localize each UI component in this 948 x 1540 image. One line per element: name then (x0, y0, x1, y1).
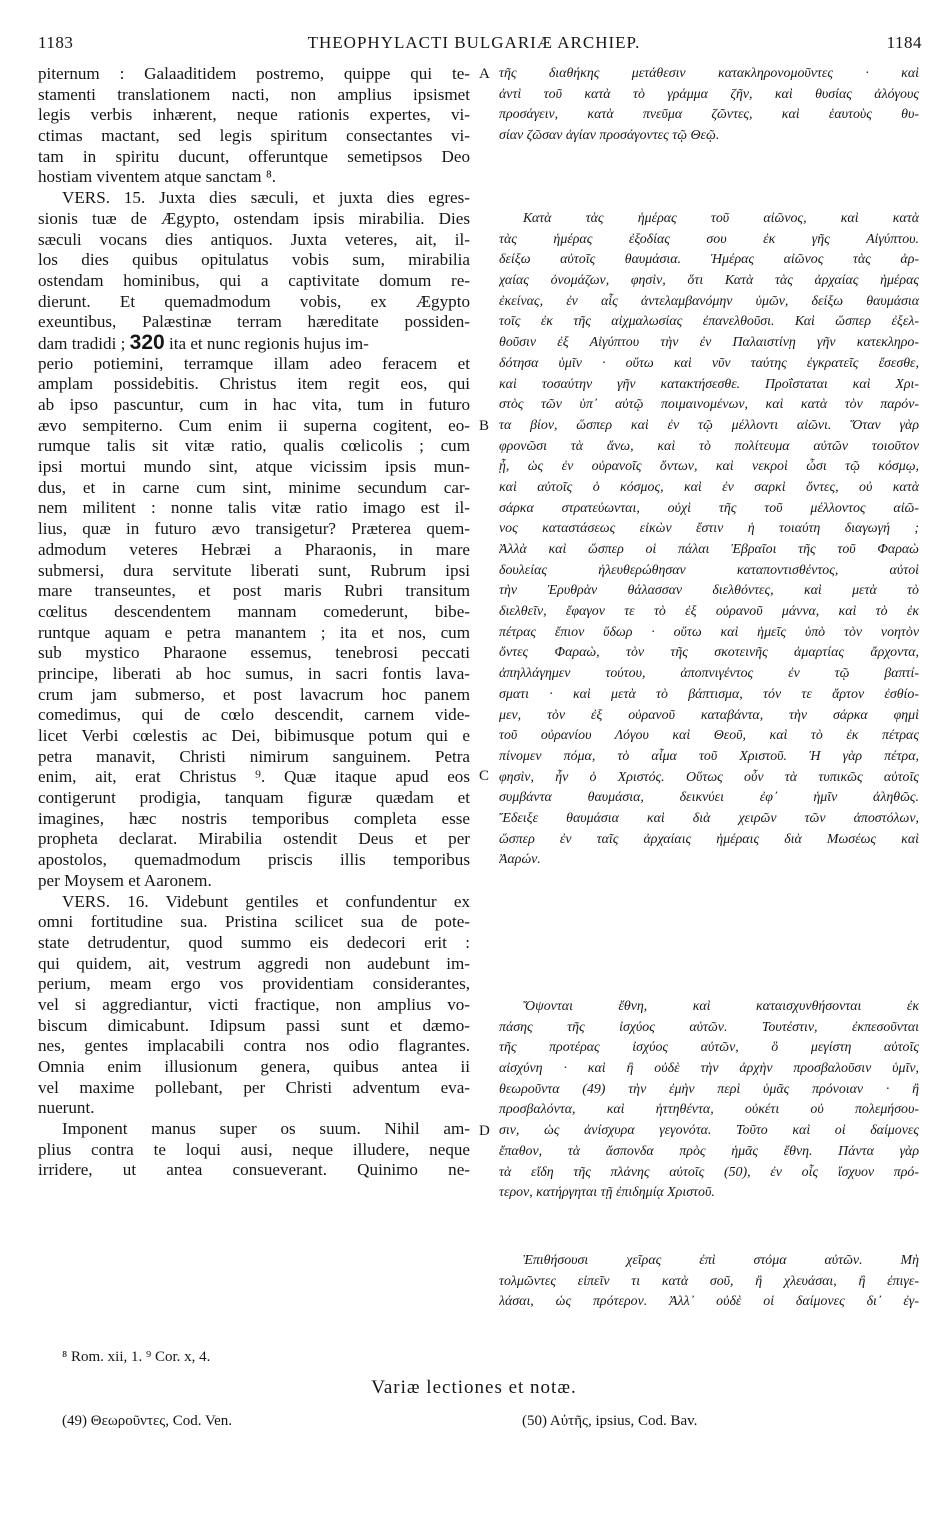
greek-line: συμβάντα θαυμάσια, δεικνύει ἐφ᾽ ἡμῖν ἀληθῶς. (499, 790, 919, 806)
latin-line: perium, meam ergo vos providentiam considerantes, (38, 974, 470, 994)
page-number-right: 1184 (886, 33, 922, 52)
greek-line: Ἐπιθήσουσι χεῖρας ἐπὶ στόμα αὐτῶν. Μὴ (523, 1253, 919, 1268)
greek-block-1 (499, 64, 919, 147)
margin-letter-c: C (479, 768, 490, 784)
greek-line: καὶ αὐτοῖς ὁ κόσμος, καὶ ἐν σαρκὶ ὄντες, οὐ κατὰ (499, 479, 919, 495)
greek-line: λάσαι, ὡς πρότερον. Ἀλλ᾽ οὐδὲ οἱ δαίμονες δι᾽ ἐγ- (499, 1294, 919, 1310)
greek-line: τοῦ οὐρανίου Λόγου καὶ Θεοῦ, καὶ τὸ ἐκ πέτρας (499, 728, 919, 744)
latin-line: amplam possidebitis. Christus item regit eos, qui (38, 374, 470, 394)
greek-block-4 (499, 1251, 919, 1313)
greek-line: τὴν Ἐρυθρὰν θάλασσαν διελθόντες, καὶ μετὰ τὸ (499, 583, 919, 599)
latin-line: plius contra te loqui ausi, neque illudere, neque (38, 1139, 470, 1159)
latin-line: piternum : Galaaditidem postremo, quippe qui te- (38, 64, 470, 83)
greek-block-2 (499, 209, 919, 871)
greek-line: προσβαλόντα, καὶ ἡττηθέντα, οὐκέτι οὐ πολεμήσου- (499, 1102, 919, 1118)
greek-line: σιν, ὡς ἀνίσχυρα γεγονότα. Τοῦτο καὶ οἱ δαίμονες (499, 1123, 919, 1139)
latin-line: tam in spiritu ducunt, offeruntque semetipsos Deo (38, 146, 470, 166)
variant-note-49: (49) Θεωροῦντες, Cod. Ven. (62, 1413, 233, 1429)
latin-line: qui quidem, ait, vestrum aggredi non audebunt im- (38, 953, 470, 973)
latin-line: ostendam hominibus, qui a captivitate domum re- (38, 270, 470, 290)
latin-line: enim, ait, erat Christus ⁹. Quæ itaque apud eos (38, 767, 470, 787)
greek-line: αἰσχύνη · καὶ ἢ οὐδὲ τὴν ἀρχὴν προσβαλοῦσιν ὑμῖν, (499, 1061, 919, 1077)
latin-line: sæculi vocans dies antiquos. Juxta veteres, ait, il- (38, 229, 470, 249)
column-number: 320 (129, 332, 165, 354)
latin-line: nuerunt. (38, 1098, 95, 1118)
latin-line: irridere, ut antea consueverant. Quinimo ne- (38, 1160, 470, 1180)
latin-line: Omnia enim illusionum genera, quibus antea ii (38, 1057, 470, 1076)
latin-line: mare transeuntes, et post maris Rubri transitum (38, 581, 470, 601)
variant-note-50: (50) Αὐτῆς, ipsius, Cod. Bav. (522, 1413, 698, 1429)
greek-line: τὰς ἡμέρας ἐξοδίας σου ἐκ γῆς Αἰγύπτου. (499, 231, 919, 247)
greek-line: Κατὰ τὰς ἡμέρας τοῦ αἰῶνος, καὶ κατὰ (523, 211, 919, 226)
greek-line: ἔπαθον, τὰ ἄσπονδα πρὸς ἡμᾶς ἔθνη. Πάντα γὰρ (499, 1143, 919, 1159)
latin-line: legis verbis inhærent, neque rationis expertes, vi- (38, 105, 470, 125)
latin-line: submersi, dura servitute liberati sunt, Rubrum ipsi (38, 560, 470, 580)
latin-line: ab ipso pascuntur, cum in hac vita, tum in futuro (38, 395, 470, 414)
latin-line: lius, quæ in futuro ævo transigetur? Præterea quem- (38, 519, 470, 539)
greek-line: ἀπηλλάγημεν τούτου, ἀποπνιγέντος ἐν τῷ βαπτί- (499, 666, 919, 682)
latin-line: dierunt. Et quemadmodum vobis, ex Ægypto (38, 291, 470, 311)
latin-line: hostiam viventem atque sanctam ⁸. (38, 167, 277, 187)
greek-line: τολμῶντες εἰπεῖν τι κατὰ σοῦ, ἢ χλευάσαι, ἢ ἐπιγε- (499, 1273, 919, 1289)
greek-line: πάσης τῆς ἰσχύος αὐτῶν. Τουτέστιν, ἐκπεσοῦνται (499, 1019, 919, 1035)
greek-line: Ὄψονται ἔθνη, καὶ καταισχυνθήσονται ἐκ (523, 999, 919, 1014)
greek-line: τα βίον, ὥσπερ καὶ ἐν τῷ μέλλοντι αἰῶνι. Ὅταν γὰρ (499, 417, 919, 433)
latin-line: nem militent : nonne talis vitæ ratio imago est il- (38, 498, 470, 518)
greek-line: Ἔδειξε θαυμάσια καὶ διὰ χειρῶν τῶν ἀποστόλων, (499, 810, 919, 826)
margin-letter-b: B (479, 418, 490, 434)
greek-line: μεν, τὸν ἐξ οὐρανοῦ καταβάντα, τὴν σάρκα φημὶ (499, 707, 919, 723)
latin-line: ctimas mactant, sed legis spiritum consectantes vi- (38, 126, 470, 146)
latin-line: Imponent manus super os suum. Nihil am- (62, 1119, 470, 1139)
greek-line: ἐκείνας, ἐν αἷς ἀντελαμβανόμην ὑμῶν, δείξω θαυμάσια (499, 293, 919, 309)
greek-line: ἀντὶ τοῦ κατὰ τὸ γράμμα ζῆν, καὶ θυσίας ἀλόγους (499, 86, 919, 102)
greek-line: καὶ τοσαύτην γῆν κατακτήσεσθε. Προΐσταται καὶ Χρι- (499, 376, 919, 392)
running-title: THEOPHYLACTI BULGARIÆ ARCHIEP. (307, 33, 641, 52)
latin-line: imagines, hæc nostris temporibus completa esse (38, 808, 470, 828)
greek-block-3 (499, 997, 919, 1204)
greek-line: Ἀαρών. (499, 852, 541, 868)
greek-line: τῆς διαθήκης μετάθεσιν κατακληρονομοῦντες · καὶ (499, 66, 919, 81)
latin-line: contigerunt prodigia, tanquam figuræ quædam et (38, 788, 470, 808)
latin-line: ævo sempiterno. Cum enim ii superna cogitent, eo- (38, 415, 470, 435)
greek-line: δουλείας ἠλευθερώθησαν καταποντισθέντος, αὐτοὶ (499, 562, 919, 578)
latin-line: nes, gentes implacabili contra nos odio flagrantes. (38, 1036, 470, 1056)
greek-line: θοῦσιν ἐξ Αἰγύπτου τὴν ἐν Παλαιστίνῃ γῆν κατεκληρο- (499, 335, 919, 351)
page-number-left: 1183 (38, 33, 74, 52)
greek-line: τοῖς ἐκ τῆς αἰχμαλωσίας ἐπανελθοῦσι. Καὶ ὥσπερ ἐξελ- (499, 314, 919, 330)
latin-line: omni fortitudine sua. Pristina scilicet sua de pote- (38, 912, 470, 932)
latin-line: crum jam submerso, et post lavacrum hoc panem (38, 684, 470, 704)
latin-line: dus, et in carne cum sint, minime secundum car- (38, 477, 470, 497)
greek-line: πέτρας ἔπιον ὕδωρ · οὕτω καὶ ἡμεῖς ὑπὸ τὸν νοητὸν (499, 624, 919, 640)
margin-letter-a: A (479, 66, 490, 82)
greek-line: σίαν ζῶσαν ἁγίαν προσάγοντες τῷ Θεῷ. (499, 128, 720, 144)
greek-line: τερον, κατήργηται τῇ ἐπιδημίᾳ Χριστοῦ. (499, 1185, 715, 1201)
latin-line: principe, liberati ab hoc sumus, in sacri fontis lava- (38, 663, 470, 683)
latin-line: biscum dimicabunt. Idipsum passi sunt et dæmo- (38, 1015, 470, 1035)
variae-lectiones-title: Variæ lectiones et notæ. (371, 1377, 577, 1398)
greek-line: ᾖ, ὡς ἐν οὐρανοῖς ὄντων, καὶ νεκροὶ ὦσι τῷ κόσμῳ, (499, 459, 919, 475)
margin-letter-d: D (479, 1123, 490, 1139)
latin-line: apostolos, quemadmodum priscis illis temporibus (38, 850, 470, 870)
greek-line: προσάγειν, κατὰ πνεῦμα ζῶντες, καὶ ἑαυτοὺς θυ- (499, 107, 919, 123)
greek-line: σάρκα στρατεύωνται, οὐχὶ τῆς τοῦ μέλλοντος αἰῶ- (499, 500, 919, 516)
greek-line: δότησα ὑμῖν · οὕτω καὶ νῦν ταύτης ἐγκρατεῖς ἔσεσθε, (499, 355, 919, 371)
greek-line: δείξω αὐτοῖς θαυμάσια. Ἡμέρας αἰῶνος τὰς ἀρ- (499, 252, 919, 268)
latin-text: dam tradidi ; (38, 333, 126, 353)
greek-line: τὰ εἴδη τῆς πλάνης αὐτοῖς (50), ἐν οἷς ἴσχυον πρό- (499, 1164, 919, 1180)
greek-line: φρονῶσι τὰ ἄνω, καὶ τὸ πολίτευμα αὐτῶν τοιοῦτον (499, 438, 919, 454)
greek-line: φησὶν, ἦν ὁ Χριστός. Οὕτως οὖν τὰ τυπικῶς αὐτοῖς (499, 769, 919, 785)
greek-line: θεωροῦντα (49) τὴν ἐμὴν περὶ ὑμᾶς πρόνοιαν · ἢ (499, 1081, 919, 1097)
latin-line: petra manavit, Christi nimirum sanguinem. Petra (38, 746, 470, 766)
latin-line: los dies quibus opitulatus vobis sum, mirabilia (38, 250, 470, 270)
latin-column (38, 64, 470, 1181)
latin-line: exeuntibus, Palæstinæ terram hæreditate possiden- (38, 312, 470, 332)
latin-line: runtque aquam e petra manantem ; ita et nos, cum (38, 622, 470, 642)
footnotes: ⁸ Rom. xii, 1. ⁹ Cor. x, 4. (62, 1349, 211, 1365)
latin-line: admodum veteres Hebræi a Pharaonis, in mare (38, 539, 470, 559)
latin-line: comedimus, qui de cœlo descendit, carnem vide- (38, 705, 470, 725)
latin-line: sub mystico Pharaone essemus, tenebrosi peccati (38, 643, 470, 663)
greek-line: πίνομεν πόμα, τὸ αἷμα τοῦ Χριστοῦ. Ἡ γὰρ πέτρα, (499, 748, 919, 764)
greek-line: στὸς τῶν ὑπ᾽ αὐτῷ ποιμαινομένων, καὶ κατὰ τὸν παρόν- (499, 397, 919, 413)
latin-line: vel maxime pollebant, per Christi adventum eva- (38, 1077, 470, 1097)
latin-line: VERS. 16. Videbunt gentiles et confundentur ex (62, 891, 470, 911)
greek-line: ὥσπερ ἐν ταῖς ἀρχαίαις ἡμέραις διὰ Μωσέως καὶ (499, 831, 919, 847)
greek-line: νος καταστάσεως εἰκὼν ἔστιν ἡ τοιαύτη διαγωγή ; (499, 521, 919, 537)
latin-line: state detrudentur, quod summo eis dedecori erit : (38, 932, 470, 952)
greek-line: σματι · καὶ μετὰ τὸ βάπτισμα, τόν τε ἄρτον ἐσθίο- (499, 686, 919, 702)
greek-line: Ἀλλὰ καὶ ὥσπερ οἱ πάλαι Ἑβραῖοι τῆς τοῦ Φαραὼ (499, 542, 919, 557)
latin-line: perio potiemini, terramque illam adeo feracem et (38, 353, 470, 373)
latin-line: propheta declarat. Mirabilia ostendit Deus et per (38, 829, 470, 849)
latin-line-with-column-number (38, 333, 470, 354)
greek-line: χαίας ὀνομάζων, φησὶν, ὅτι Κατὰ τὰς ἀρχαίας ἡμέρας (499, 273, 919, 289)
latin-line: VERS. 15. Juxta dies sæculi, et juxta dies egres- (62, 188, 470, 208)
latin-line: per Moysem et Aaronem. (38, 870, 212, 890)
greek-line: τῆς προτέρας ἰσχύος αὐτῶν, ὃ μεγίστη αὐτοῖς (499, 1040, 919, 1056)
latin-line: licet Verbi cœlestis ac Dei, bibimusque potum qui e (38, 726, 470, 745)
latin-line: rumque talis sit vitæ ratio, qualis cœlicolis ; cum (38, 436, 470, 456)
latin-line: cœlitus descendentem mannam comederunt, bibe- (38, 601, 470, 621)
latin-line: ipsi mortui mundo sint, atque vicissim ipsis mun- (38, 457, 470, 477)
latin-text: ita et nunc regionis hujus im- (164, 333, 369, 353)
latin-line: stamenti translationem nacti, non amplius ipsismet (38, 84, 470, 104)
greek-line: διελθεῖν, ἔφαγον τε τὸ ἐξ οὐρανοῦ μάννα, καὶ τὸ ἐκ (499, 604, 919, 620)
latin-line: vel si aggrediantur, victi fractique, non amplius vo- (38, 994, 470, 1014)
greek-line: ὄντες Φαραὼ, τὸν τῆς σκοτεινῆς ἁμαρτίας ἄρχοντα, (499, 645, 919, 661)
latin-line: sionis tuæ de Ægypto, ostendam ipsis mirabilia. Dies (38, 208, 470, 228)
